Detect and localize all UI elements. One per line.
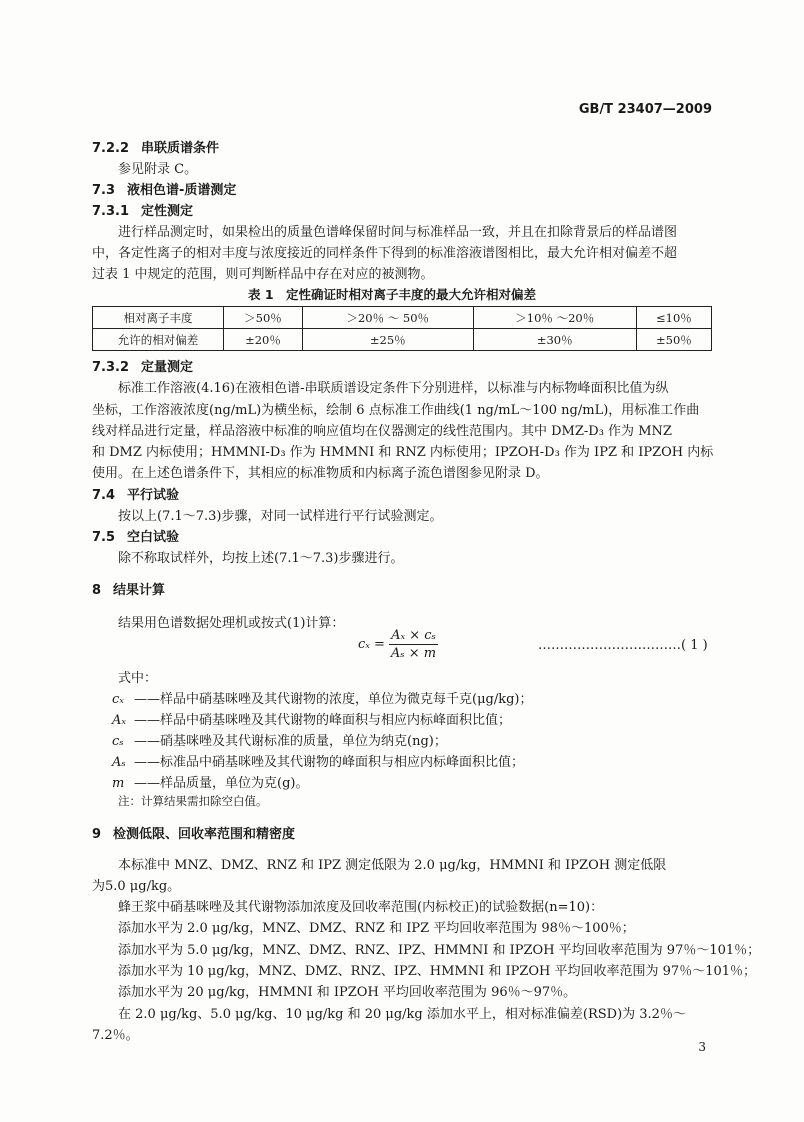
paragraph-line: 蜂王浆中硝基咪唑及其代谢物添加浓度及回收率范围(内标校正)的试验数据(n=10)： [118, 900, 604, 915]
where-label: 式中： [118, 671, 158, 686]
formula-fraction [389, 628, 438, 661]
paragraph-7-2-2: 参见附录 C。 [118, 162, 198, 177]
paragraph-7-5: 除不称取试样外，均按上述(7.1～7.3)步骤进行。 [118, 551, 404, 566]
table-1 [92, 306, 712, 351]
paragraph-line: 添加水平为 10 μg/kg，MNZ、DMZ、RNZ、IPZ、HMMNI 和 IPZOH 平均回收率范围为 97％～101％； [118, 964, 757, 979]
definition-item: Aₓ ——样品中硝基咪唑及其代谢物的峰面积与相应内标峰面积比值； [112, 713, 512, 728]
table-cell: ±25％ [302, 329, 473, 351]
table-row [93, 329, 712, 351]
paragraph-line: 和 DMZ 内标使用；HMMNI-D₃ 作为 HMMNI 和 RNZ 内标使用；IPZOH-D₃ 作为 IPZ 和 IPZOH 内标 [92, 445, 714, 460]
table-cell: ≤10％ [636, 307, 711, 329]
table-cell: ±50％ [636, 329, 711, 351]
standard-number: GB/T 23407—2009 [578, 102, 712, 117]
table-cell: 相对离子丰度 [93, 307, 224, 329]
table-cell: 允许的相对偏差 [93, 329, 224, 351]
table-caption: 表 1 定性确证时相对离子丰度的最大允许相对偏差 [248, 287, 537, 302]
definition-item: Aₛ ——标准品中硝基咪唑及其代谢物的峰面积与相应内标峰面积比值； [112, 755, 525, 770]
table-cell: ＞50％ [224, 307, 303, 329]
table-cell: ＞20％ ～ 50％ [302, 307, 473, 329]
paragraph-line: 线对样品进行定量，样品溶液中标准的响应值均在仪器测定的线性范围内。其中 DMZ-D₃ 作为 MNZ [92, 424, 672, 439]
paragraph-8-intro: 结果用色谱数据处理机或按式(1)计算： [118, 616, 345, 631]
formula-numerator: Aₓ × cₛ [391, 628, 436, 643]
table-cell: ＞10％ ～20％ [473, 307, 636, 329]
paragraph-line: 进行样品测定时，如果检出的质量色谱峰保留时间与标准样品一致，并且在扣除背景后的样品谱图 [118, 225, 678, 240]
table-row [93, 307, 712, 329]
paragraph-line: 添加水平为 5.0 μg/kg，MNZ、DMZ、RNZ、IPZ、HMMNI 和 IPZOH 平均回收率范围为 97％～101％； [118, 943, 761, 958]
heading-9: 9 检测低限、回收率范围和精密度 [92, 827, 296, 842]
formula-1 [358, 628, 438, 661]
paragraph-line: 过表 1 中规定的范围，则可判断样品中存在对应的被测物。 [92, 267, 434, 282]
formula-lhs: cₓ = [358, 637, 385, 652]
paragraph-line: 坐标，工作溶液浓度(ng/mL)为横坐标，绘制 6 点标准工作曲线(1 ng/mL～100 ng/mL)，用标准工作曲 [92, 403, 700, 418]
heading-7-5: 7.5 空白试验 [92, 530, 180, 545]
formula-tag: ……………………………( 1 ) [538, 638, 708, 653]
definition-item: cₛ ——硝基咪唑及其代谢标准的质量，单位为纳克(ng)； [112, 734, 447, 749]
paragraph-line: 为5.0 μg/kg。 [92, 879, 181, 894]
heading-7-3: 7.3 液相色谱-质谱测定 [92, 183, 237, 198]
paragraph-line: 添加水平为 20 μg/kg，HMMNI 和 IPZOH 平均回收率范围为 96％～97％。 [118, 985, 577, 1000]
table-cell: ±30％ [473, 329, 636, 351]
heading-7-3-2: 7.3.2 定量测定 [92, 360, 194, 375]
paragraph-line: 添加水平为 2.0 μg/kg，MNZ、DMZ、RNZ 和 IPZ 平均回收率范围为 98％～100％； [118, 921, 635, 936]
heading-8: 8 结果计算 [92, 583, 166, 598]
page-number: 3 [698, 1040, 706, 1054]
definition-item: m ——样品质量，单位为克(g)。 [112, 776, 309, 791]
paragraph-line: 中，各定性离子的相对丰度与浓度接近的同样条件下得到的标准溶液谱图相比，最大允许相对偏差不超 [92, 246, 678, 261]
paragraph-7-4: 按以上(7.1～7.3)步骤，对同一试样进行平行试验测定。 [118, 509, 443, 524]
definition-item: cₓ ——样品中硝基咪唑及其代谢物的浓度，单位为微克每千克(μg/kg)； [112, 692, 533, 707]
paragraph-line: 在 2.0 μg/kg、5.0 μg/kg、10 μg/kg 和 20 μg/kg 添加水平上，相对标准偏差(RSD)为 3.2％～ [118, 1007, 686, 1022]
paragraph-line: 本标准中 MNZ、DMZ、RNZ 和 IPZ 测定低限为 2.0 μg/kg，HMMNI 和 IPZOH 测定低限 [118, 858, 667, 873]
heading-7-3-1: 7.3.1 定性测定 [92, 204, 194, 219]
table-cell: ±20％ [224, 329, 303, 351]
paragraph-line: 使用。在上述色谱条件下，其相应的标准物质和内标离子流色谱图参见附录 D。 [92, 466, 549, 481]
heading-7-4: 7.4 平行试验 [92, 488, 180, 503]
heading-7-2-2: 7.2.2 串联质谱条件 [92, 141, 220, 156]
paragraph-line: 标准工作溶液(4.16)在液相色谱-串联质谱设定条件下分别进样，以标准与内标物峰面积比值为纵 [118, 381, 669, 396]
note: 注：计算结果需扣除空白值。 [118, 794, 268, 808]
paragraph-line: 7.2％。 [92, 1028, 139, 1043]
formula-denominator: Aₛ × m [390, 646, 437, 661]
